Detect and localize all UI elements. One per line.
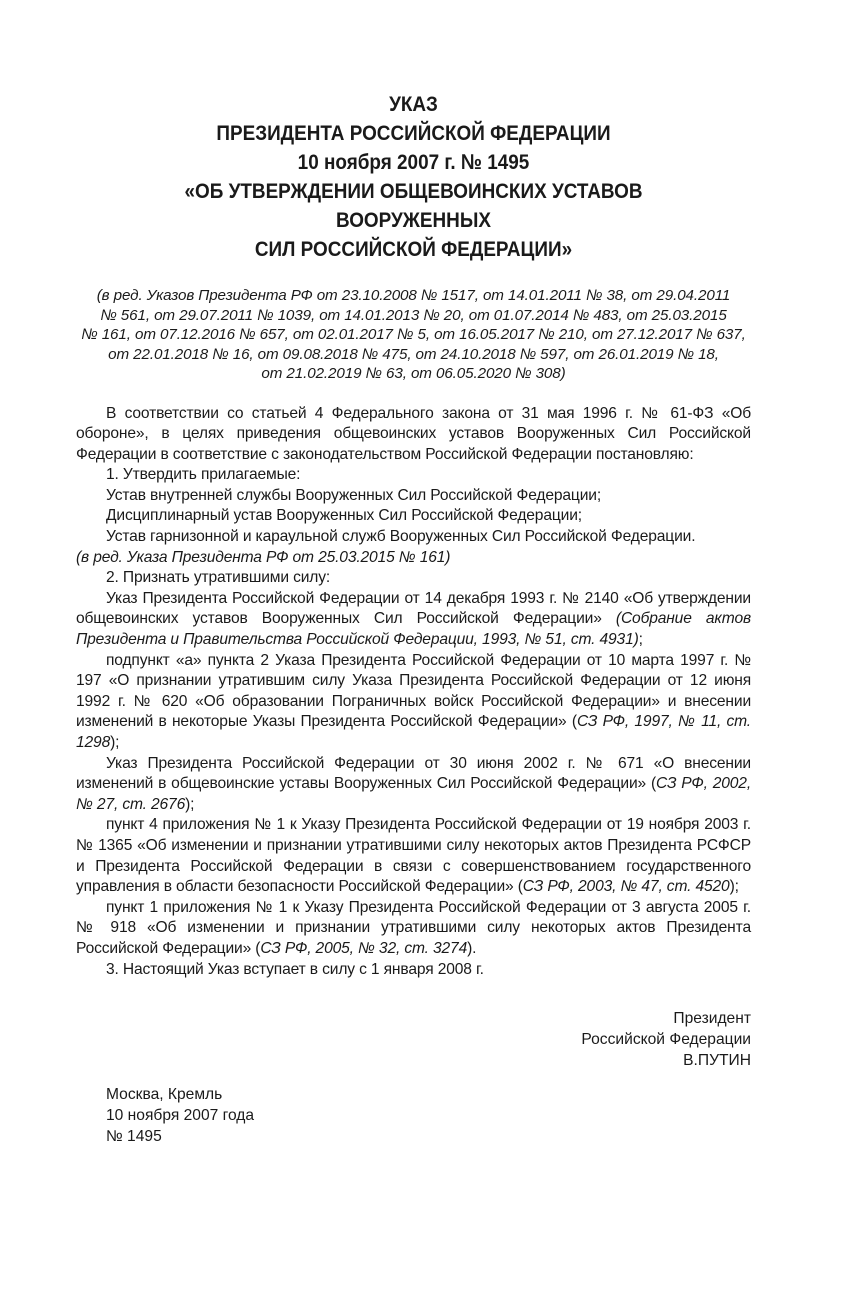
item-2-repealed-e xyxy=(76,898,751,960)
signature-block xyxy=(76,1008,751,1071)
amendments-line: от 21.02.2019 № 63, от 06.05.2020 № 308) xyxy=(261,365,566,382)
header-subject-line2: СИЛ РОССИЙСКОЙ ФЕДЕРАЦИИ» xyxy=(254,237,573,261)
item-1-statute-garrison: Устав гарнизонной и караульной служб Вооруженных Сил Российской Федерации. xyxy=(106,528,696,546)
repealed-text: пункт 1 приложения № 1 к Указу Президента Российской Федерации от 3 августа 2005 г. № 918 «Об изменении и признании утратившими силу некоторых актов Президента Российской Федерации» ( xyxy=(76,898,751,957)
repealed-end: ); xyxy=(729,878,739,896)
item-2-repealed-c xyxy=(76,754,751,816)
item-2-repealed-b xyxy=(76,651,751,754)
header-date-number: 10 ноября 2007 г. № 1495 xyxy=(297,150,530,174)
amendments-note xyxy=(76,286,751,384)
signature-country: Российской Федерации xyxy=(581,1031,751,1049)
repealed-source: (Собрание актов Президента и Правительства Российской Федерации, 1993, № 51, ст. 4931) xyxy=(76,610,751,649)
repealed-text: пункт 4 приложения № 1 к Указу Президента Российской Федерации от 19 ноября 2003 г. № 1365 «Об изменении и признании утратившими силу некоторых актов Президента РСФСР и Президента Российской Федерации в связи с совершенствованием государственного управления в области безопасности Российской Федерации» ( xyxy=(76,816,751,896)
repealed-text: подпункт «а» пункта 2 Указа Президента Российской Федерации от 10 марта 1997 г. № 197 «О признании утратившим силу Указа Президента Российской Федерации от 12 июня 1992 г. № 620 «Об образовании Пограничных войск Российской Федерации» и внесении изменений в некоторые Указы Президента Российской Федерации» ( xyxy=(76,651,751,731)
repealed-end: ); xyxy=(110,734,120,751)
item-1-amendment-note: (в ред. Указа Президента РФ от 25.03.2015 № 161) xyxy=(76,548,451,566)
amendments-line: (в ред. Указов Президента РФ от 23.10.2008 № 1517, от 14.01.2011 № 38, от 29.04.2011 xyxy=(96,287,731,304)
document-body xyxy=(76,404,751,981)
place-number: № 1495 xyxy=(106,1128,162,1146)
item-3: 3. Настоящий Указ вступает в силу с 1 января 2008 г. xyxy=(106,960,484,978)
document-page xyxy=(76,90,751,1147)
item-1-statute-disciplinary: Дисциплинарный устав Вооруженных Сил Российской Федерации; xyxy=(106,507,582,525)
amendments-line: № 161, от 07.12.2016 № 657, от 02.01.2017 № 5, от 16.05.2017 № 210, от 27.12.2017 № 637, xyxy=(81,326,746,343)
amendments-line: от 22.01.2018 № 16, от 09.08.2018 № 475, от 24.10.2018 № 597, от 26.01.2019 № 18, xyxy=(108,345,719,363)
header-subject-line1: «ОБ УТВЕРЖДЕНИИ ОБЩЕВОИНСКИХ УСТАВОВ ВООРУЖЕННЫХ xyxy=(184,179,643,232)
repealed-end: ). xyxy=(467,939,477,957)
item-2-repealed-a xyxy=(76,589,751,651)
document-header xyxy=(76,90,751,264)
item-1: 1. Утвердить прилагаемые: xyxy=(106,466,301,484)
repealed-source: СЗ РФ, 1997, № 11, ст. 1298 xyxy=(76,713,751,751)
signature-title: Президент xyxy=(673,1010,751,1028)
repealed-source: СЗ РФ, 2002, № 27, ст. 2676 xyxy=(76,775,751,813)
repealed-text: Указ Президента Российской Федерации от 14 декабря 1993 г. № 2140 «Об утверждении общевоинских уставов Вооруженных Сил Российской Федерации» xyxy=(76,589,751,628)
item-1-statute-internal: Устав внутренней службы Вооруженных Сил Российской Федерации; xyxy=(106,486,602,504)
place-date: 10 ноября 2007 года xyxy=(106,1107,255,1125)
amendments-line: № 561, от 29.07.2011 № 1039, от 14.01.2013 № 20, от 01.07.2014 № 483, от 25.03.2015 xyxy=(100,306,727,324)
repealed-end: ; xyxy=(638,631,643,649)
item-2-repealed-d xyxy=(76,815,751,897)
repealed-text: Указ Президента Российской Федерации от 30 июня 2002 г. № 671 «О внесении изменений в общевоинские уставы Вооруженных Сил Российской Федерации» ( xyxy=(76,754,751,793)
repealed-source: СЗ РФ, 2003, № 47, ст. 4520 xyxy=(522,878,730,896)
repealed-source: СЗ РФ, 2005, № 32, ст. 3274 xyxy=(260,939,468,957)
signature-name: В.ПУТИН xyxy=(683,1052,751,1070)
place-date-block xyxy=(76,1084,751,1147)
repealed-end: ); xyxy=(185,795,195,813)
header-decree-label: УКАЗ xyxy=(389,92,438,116)
item-2: 2. Признать утратившими силу: xyxy=(106,569,331,587)
intro-paragraph: В соответствии со статьей 4 Федерального закона от 31 мая 1996 г. № 61-ФЗ «Об обороне», в целях приведения общевоинских уставов Вооруженных Сил Российской Федерации в соответствие с законодательством Российской Федерации постановляю: xyxy=(76,404,751,463)
header-issuer: ПРЕЗИДЕНТА РОССИЙСКОЙ ФЕДЕРАЦИИ xyxy=(216,121,611,145)
place-location: Москва, Кремль xyxy=(106,1086,223,1104)
